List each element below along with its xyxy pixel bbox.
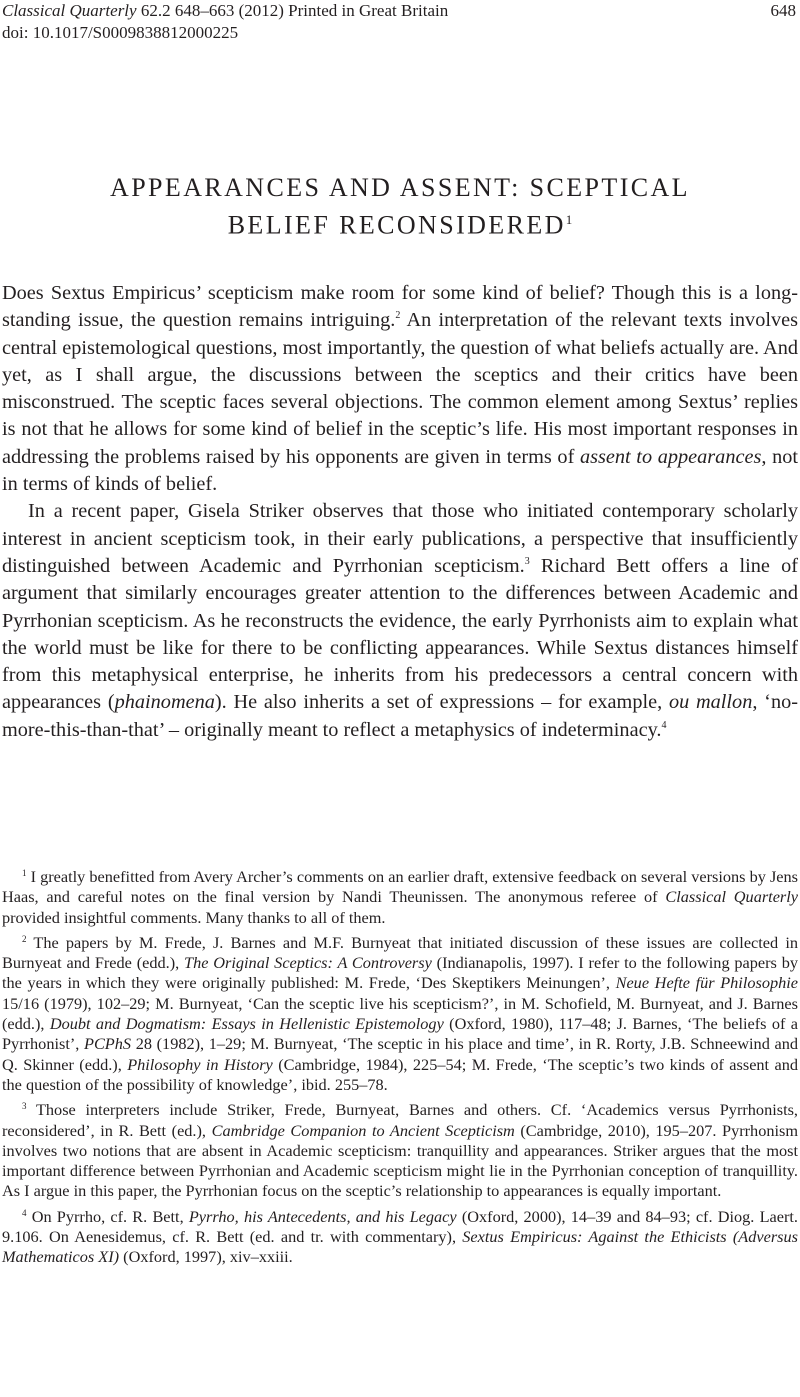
footnote-2: $^2$ The papers by M. Frede, J. Barnes and M.F. Burnyeat that initiated discussion of these issues are collected in Burnyeat and Frede (edd.), The Original Sceptics: A Controversy (Indianapolis, 1997). I refer to the following papers by the years in which they were originally published: M. Frede, ‘Des Skeptikers Meinungen’, Neue Hefte für Philosophie 15/16 (1979), 102–29; M. Burnyeat, ‘Can the sceptic live his scepticism?’, in M. Schofield, M. Burnyeat, and J. Barnes (edd.), Doubt and Dogmatism: Essays in Hellenistic Epistemology (Oxford, 1980), 117–48; J. Barnes, ‘The beliefs of a Pyrrhonist’, PCPhS 28 (1982), 1–29; M. Burnyeat, ‘The sceptic in his place and time’, in R. Rorty, J.B. Schneewind and Q. Skinner (edd.), Philosophy in History (Cambridge, 1984), 225–54; M. Frede, ‘The sceptic’s two kinds of assent and the question of the possibility of knowledge’, ibid. 255–78.	[2, 932, 799, 1094]
footnote-1: $^1$ I greatly benefitted from Avery Archer’s comments on an earlier draft, extensive feedback on several versions by Jens Haas, and careful notes on the final version by Nandi Theunissen. The anonymous referee of Classical Quarterly provided insightful comments. Many thanks to all of them.	[2, 867, 799, 927]
paragraph-2: In a recent paper, Gisela Striker observes that those who initiated contemporary scholarly interest in ancient scepticism took, in their early publications, a perspective that insufficiently distinguished between Academic and Pyrrhonian scepticism.$^3$ Richard Bett offers a line of argument that similarly encourages greater attention to the differences between Academic and Pyrrhonian scepticism. As he reconstructs the evidence, the early Pyrrhonists aim to explain what the world must be like for there to be conflicting appearances. While Sextus distances himself from this metaphysical enterprise, he inherits from his predecessors a central concern with appearances (phainomena). He also inherits a set of expressions – for example, ou mallon, ‘no-more-this-than-that’ – originally meant to reflect a metaphysics of indeterminacy.$^4$	[2, 500, 798, 741]
main-text	[2, 280, 798, 744]
title-footnote-marker[interactable]: 1	[565, 212, 573, 227]
citation-line	[2, 0, 448, 22]
title-line-2: BELIEF RECONSIDERED$^1$	[227, 210, 573, 240]
footnote-4: $^4$ On Pyrrho, cf. R. Bett, Pyrrho, his Antecedents, and his Legacy (Oxford, 2000), 14–39 and 84–93; cf. Diog. Laert. 9.106. On Aenesidemus, cf. R. Bett (ed. and tr. with commentary), Sextus Empiricus: Against the Ethicists (Adversus Mathematicos XI) (Oxford, 1997), xiv–xxiii.	[2, 1206, 798, 1267]
paragraph-1: Does Sextus Empiricus’ scepticism make room for some kind of belief? Though this is a long-standing issue, the question remains intriguing.$^2$ An interpretation of the relevant texts involves central epistemological questions, most importantly, the question of what beliefs actually are. And yet, as I shall argue, the discussions between the sceptics and their critics have been misconstrued. The sceptic faces several objections. The common element among Sextus’ replies is not that he allows for some kind of belief in the sceptic’s life. His most important responses in addressing the problems raised by his opponents are given in terms of assent to appearances, not in terms of kinds of belief.	[2, 282, 799, 496]
footnote-ref-2[interactable]: 2	[395, 310, 401, 322]
title-line-1: APPEARANCES AND ASSENT: SCEPTICAL	[110, 173, 690, 202]
footnote-ref-3[interactable]: 3	[524, 555, 530, 567]
article-title	[0, 172, 800, 242]
running-header	[2, 0, 796, 44]
page-number: 648	[770, 1, 796, 20]
volume-info: 62.2 648–663 (2012) Printed in Great Britain	[140, 1, 449, 20]
journal-name: Classical Quarterly	[2, 1, 137, 20]
footnotes	[2, 867, 798, 1273]
doi-link[interactable]: doi: 10.1017/S0009838812000225	[2, 23, 239, 42]
footnote-3: $^3$ Those interpreters include Striker, Frede, Burnyeat, Barnes and others. Cf. ‘Academics versus Pyrrhonists, reconsidered’, in R. Bett (ed.), Cambridge Companion to Ancient Scepticism (Cambridge, 2010), 195–207. Pyrrhonism involves two notions that are absent in Academic scepticism: tranquillity and appearances. Striker argues that the most important difference between Pyrrhonian and Academic scepticism might lie in the Pyrrhonian conception of tranquillity. As I argue in this paper, the Pyrrhonian focus on the sceptic’s relationship to appearances is equally important.	[2, 1100, 798, 1201]
footnote-ref-4[interactable]: 4	[661, 719, 667, 731]
